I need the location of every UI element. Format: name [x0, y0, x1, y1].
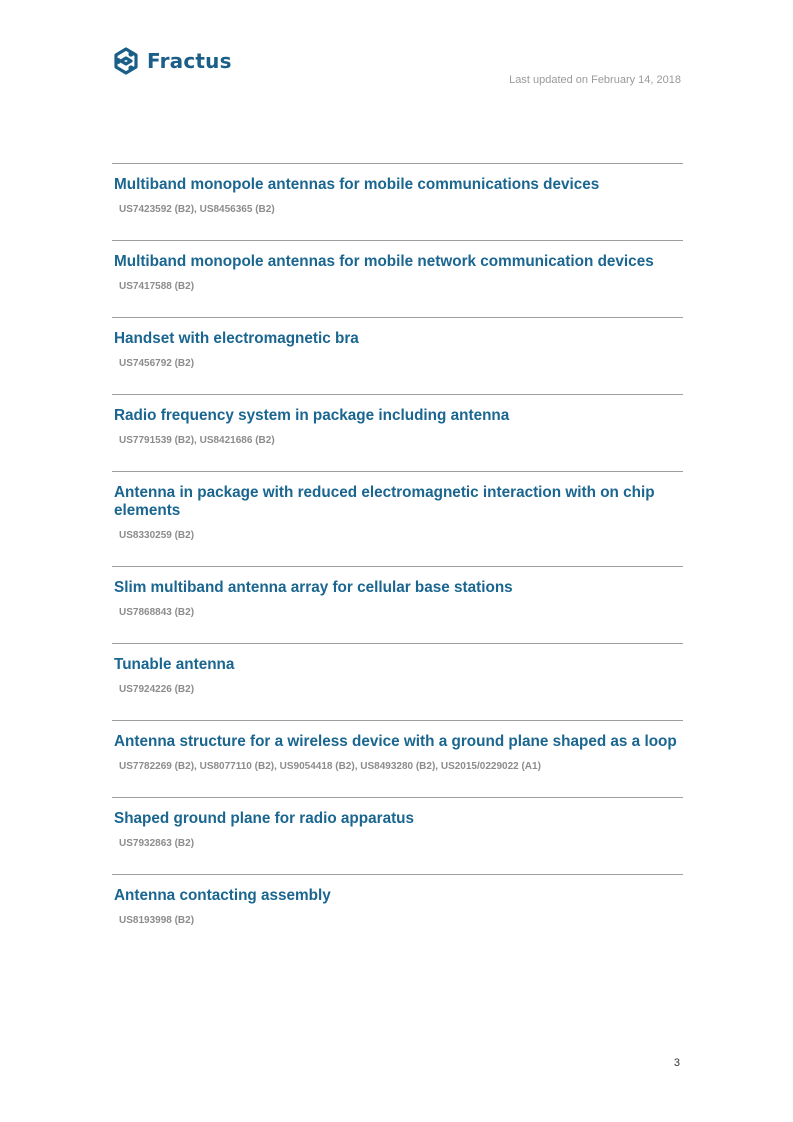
- patent-title: Shaped ground plane for radio apparatus: [114, 810, 415, 827]
- patent-title: Multiband monopole antennas for mobile communications devices: [114, 176, 600, 193]
- patent-title: Handset with electromagnetic bra: [114, 330, 359, 347]
- patent-numbers: US7456792 (B2): [119, 358, 195, 369]
- patent-numbers: US8330259 (B2): [119, 530, 195, 541]
- patent-title: Radio frequency system in package including antenna: [114, 407, 510, 424]
- patent-title: Multiband monopole antennas for mobile network communication devices: [114, 253, 654, 270]
- patent-entry: [112, 471, 683, 566]
- patent-entry: [112, 874, 683, 951]
- patent-numbers: US7782269 (B2), US8077110 (B2), US9054418 (B2), US8493280 (B2), US2015/0229022 (A1): [119, 761, 541, 772]
- brand-name: Fractus: [147, 49, 232, 73]
- patent-numbers: US7423592 (B2), US8456365 (B2): [119, 204, 275, 215]
- patent-list: [112, 163, 683, 951]
- patent-numbers: US7417588 (B2): [119, 281, 195, 292]
- patent-title: Tunable antenna: [114, 656, 235, 673]
- patent-title: Antenna structure for a wireless device with a ground plane shaped as a loop: [114, 733, 677, 750]
- patent-title: Antenna in package with reduced electromagnetic interaction with on chip elements: [114, 484, 655, 519]
- patent-entry: [112, 240, 683, 317]
- patent-entry: [112, 317, 683, 394]
- last-updated: Last updated on February 14, 2018: [509, 74, 681, 86]
- brand-logo: [113, 45, 232, 77]
- patent-numbers: US7791539 (B2), US8421686 (B2): [119, 435, 275, 446]
- fractus-logo-icon: [113, 46, 139, 76]
- patent-entry: [112, 394, 683, 471]
- patent-entry: [112, 163, 683, 240]
- patent-numbers: US8193998 (B2): [119, 915, 195, 926]
- patent-entry: [112, 643, 683, 720]
- patent-numbers: US7868843 (B2): [119, 607, 195, 618]
- patent-entry: [112, 566, 683, 643]
- page-number: 3: [673, 1057, 680, 1069]
- patent-title: Antenna contacting assembly: [114, 887, 331, 904]
- patent-entry: [112, 720, 683, 797]
- patent-title: Slim multiband antenna array for cellular base stations: [114, 579, 513, 596]
- patent-numbers: US7924226 (B2): [119, 684, 195, 695]
- patent-entry: [112, 797, 683, 874]
- patent-numbers: US7932863 (B2): [119, 838, 195, 849]
